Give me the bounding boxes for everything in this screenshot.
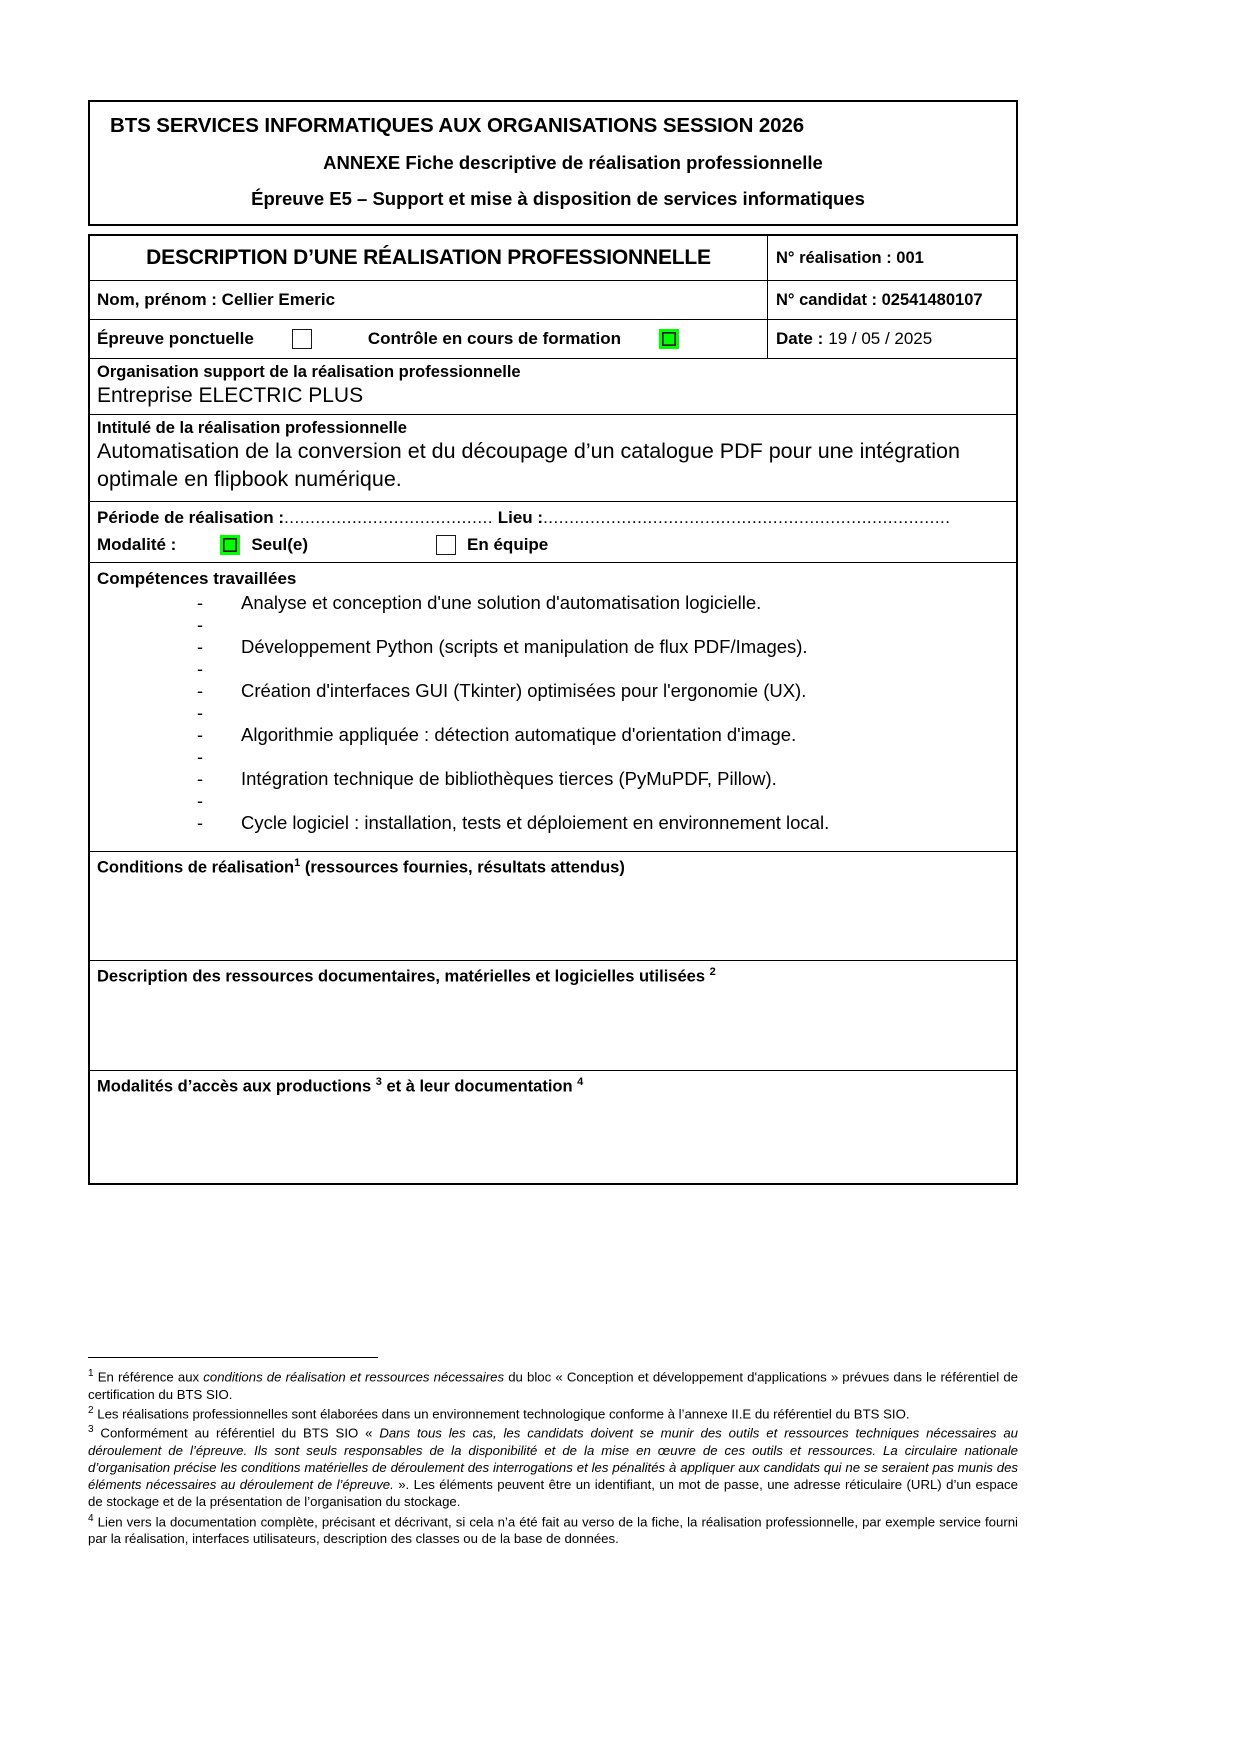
competence-item (97, 767, 1009, 791)
competence-item (97, 811, 1009, 835)
competence-text: Cycle logiciel : installation, tests et déploiement en environnement local. (241, 811, 830, 833)
competence-text: Algorithmie appliquée : détection automatique d'orientation d'image. (241, 723, 797, 745)
footnote-1 (88, 1367, 1018, 1403)
modalite-seul-label: Seul(e) (251, 535, 309, 555)
conditions-footnote-marker: 1 (294, 856, 301, 869)
modalites-acces-row (90, 1070, 1016, 1184)
bullet-icon: - (197, 812, 203, 833)
modalites-heading-middle: et à leur documentation (381, 1077, 578, 1096)
modalites-footnote-marker-4: 4 (577, 1075, 584, 1088)
ressources-heading (90, 961, 1016, 992)
intitule-cell (90, 415, 1016, 502)
competence-item-spacer (97, 660, 1009, 679)
epreuve-ponctuelle-label: Épreuve ponctuelle (97, 329, 254, 348)
nom-prenom-cell (90, 281, 767, 319)
footnotes-section (88, 1357, 1018, 1547)
modalites-acces-cell[interactable] (90, 1071, 1016, 1184)
bullet-icon: - (197, 637, 203, 658)
lieu-dots[interactable]: .............................................................................. (543, 508, 951, 528)
periode-modalite-cell (90, 502, 1016, 562)
bullet-icon: - (197, 680, 203, 701)
ressources-footnote-marker: 2 (709, 966, 716, 979)
modalites-acces-input-area[interactable] (90, 1101, 1016, 1183)
ressources-input-area[interactable] (90, 992, 1016, 1070)
header-title-frame (88, 100, 1018, 226)
footnote-marker: 1 (88, 1368, 94, 1380)
epreuve-ponctuelle-checkbox[interactable] (292, 329, 312, 349)
footnote-text-run: En référence aux (97, 1369, 204, 1385)
identity-row (90, 280, 1016, 319)
footnote-text-run: Conformément au référentiel du BTS SIO « (100, 1425, 380, 1441)
competence-item (97, 594, 1009, 615)
conditions-row (90, 851, 1016, 961)
footnote-2 (88, 1404, 1018, 1423)
organisation-value: Entreprise ELECTRIC PLUS (97, 383, 364, 407)
modalite-label: Modalité : (97, 535, 177, 555)
nom-prenom-value: Nom, prénom : Cellier Emeric (97, 290, 336, 309)
competence-text (215, 704, 1009, 723)
conditions-heading-suffix: (ressources fournies, résultats attendus) (300, 858, 625, 877)
competences-list (97, 594, 1009, 834)
modalites-heading-prefix: Modalités d’accès aux productions (97, 1077, 376, 1096)
footnote-4 (88, 1512, 1018, 1548)
bullet-icon: - (197, 659, 203, 680)
conditions-heading (90, 852, 1016, 883)
competences-cell (90, 563, 1016, 850)
realisation-number-cell (767, 236, 1016, 280)
main-form-frame (88, 234, 1018, 1185)
exam-title-line1: BTS SERVICES INFORMATIQUES AUX ORGANISATIONS SESSION 2026 (110, 114, 805, 137)
candidat-number-value: N° candidat : 02541480107 (776, 290, 983, 309)
bullet-icon: - (197, 768, 203, 789)
modalites-acces-heading (90, 1071, 1016, 1102)
ressources-heading-prefix: Description des ressources documentaires, matérielles et logicielles utilisées (97, 967, 710, 986)
ressources-cell[interactable] (90, 961, 1016, 1070)
competence-item (97, 638, 1009, 659)
modalite-seul-checkbox[interactable] (220, 535, 240, 555)
bullet-icon: - (197, 746, 203, 767)
competence-text (215, 792, 1009, 811)
periode-row (90, 501, 1016, 562)
ccf-checkbox[interactable] (659, 329, 679, 349)
competences-row (90, 562, 1016, 850)
footnote-text-run: du bloc « Conception et développement d'applications » prévues dans le référentiel de certification du BTS SIO. (88, 1369, 1018, 1402)
footnote-text-run: conditions de réalisation et ressources nécessaires (203, 1369, 505, 1385)
candidat-number-cell (767, 281, 1016, 319)
exam-title-line3: Épreuve E5 – Support et mise à disposition de services informatiques (251, 188, 865, 209)
intitule-label: Intitulé de la réalisation professionnelle (97, 418, 407, 437)
competence-item (97, 679, 1009, 703)
periode-lieu-line (97, 508, 1009, 528)
date-value: 19 / 05 / 2025 (828, 329, 933, 348)
competence-item-spacer (97, 748, 1009, 767)
footnote-text-run: ». Les éléments peuvent être un identifiant, un mot de passe, une adresse réticulaire (URL) d’un espace de stockage et de la présentation de l’organisation du stockage. (88, 1477, 1018, 1510)
footnote-marker: 4 (88, 1512, 94, 1524)
description-title-cell (90, 236, 767, 280)
modalite-equipe-checkbox[interactable] (436, 535, 456, 555)
competence-text (215, 616, 1009, 635)
footnote-marker: 2 (88, 1404, 94, 1416)
competence-text (215, 748, 1009, 767)
modalites-footnote-marker-3: 3 (375, 1075, 382, 1088)
ccf-label: Contrôle en cours de formation (367, 329, 621, 348)
ressources-row (90, 960, 1016, 1070)
bullet-icon: - (197, 615, 203, 636)
competence-item-spacer (97, 616, 1009, 635)
footnote-text-run: Dans tous les cas, les candidats doivent se munir des outils et ressources techniques nécessaires au déroulement de l’épreuve. Ils sont seuls responsables de la disponibilité et de la mise en œuvre de ces outils et ressources. La circulaire nationale d’organisation précise les conditions matérielles de déroulement des interrogations et les pénalités à appliquer aux candidats qui ne se seraient pas munis des éléments nécessaires au déroulement de l’épreuve. (88, 1425, 1018, 1493)
lieu-label: Lieu : (497, 508, 544, 528)
bullet-icon: - (197, 724, 203, 745)
competence-item-spacer (97, 704, 1009, 723)
organisation-cell (90, 359, 1016, 414)
intitule-value: Automatisation de la conversion et du découpage d’un catalogue PDF pour une intégration optimale en flipbook numérique. (97, 439, 960, 491)
conditions-heading-prefix: Conditions de réalisation (97, 858, 295, 877)
bullet-icon: - (197, 593, 203, 614)
competence-text (215, 660, 1009, 679)
footnote-text-run: Les réalisations professionnelles sont élaborées dans un environnement technologique conforme à l’annexe II.E du référentiel du BTS SIO. (97, 1406, 910, 1422)
competence-text: Analyse et conception d'une solution d'automatisation logicielle. (241, 592, 762, 614)
description-row (90, 236, 1016, 280)
competence-item (97, 723, 1009, 747)
intitule-row (90, 414, 1016, 502)
periode-dots[interactable]: ........................................ (284, 508, 493, 528)
periode-label: Période de réalisation : (97, 508, 285, 528)
footnote-3 (88, 1423, 1018, 1510)
organisation-label: Organisation support de la réalisation professionnelle (97, 363, 521, 381)
description-title: DESCRIPTION D’UNE RÉALISATION PROFESSIONNELLE (146, 246, 711, 269)
header-title-block (90, 102, 1016, 224)
epreuve-type-cell (90, 320, 767, 358)
conditions-input-area[interactable] (90, 882, 1016, 960)
bullet-icon: - (197, 790, 203, 811)
date-label: Date : (776, 329, 824, 348)
footnote-text-run: Lien vers la documentation complète, précisant et décrivant, si cela n’a été fait au verso de la fiche, la réalisation professionnelle, par exemple service fourni par la réalisation, interfaces utilisateurs, description des classes ou de la base de données. (88, 1513, 1018, 1547)
modalite-line (97, 535, 1009, 555)
conditions-cell[interactable] (90, 852, 1016, 961)
organisation-row (90, 358, 1016, 414)
realisation-number: N° réalisation : 001 (776, 248, 924, 267)
date-cell (767, 320, 1016, 358)
modalite-equipe-label: En équipe (467, 535, 549, 555)
competence-text: Création d'interfaces GUI (Tkinter) optimisées pour l'ergonomie (UX). (241, 679, 807, 701)
epreuve-row (90, 319, 1016, 358)
competence-text: Intégration technique de bibliothèques tierces (PyMuPDF, Pillow). (241, 767, 777, 789)
exam-title-line2: ANNEXE Fiche descriptive de réalisation professionnelle (323, 152, 823, 173)
footnote-separator-rule (88, 1357, 378, 1358)
competence-text: Développement Python (scripts et manipulation de flux PDF/Images). (241, 636, 808, 658)
competence-item-spacer (97, 792, 1009, 811)
bullet-icon: - (197, 702, 203, 723)
footnote-marker: 3 (88, 1424, 94, 1436)
competences-title: Compétences travaillées (97, 569, 297, 589)
